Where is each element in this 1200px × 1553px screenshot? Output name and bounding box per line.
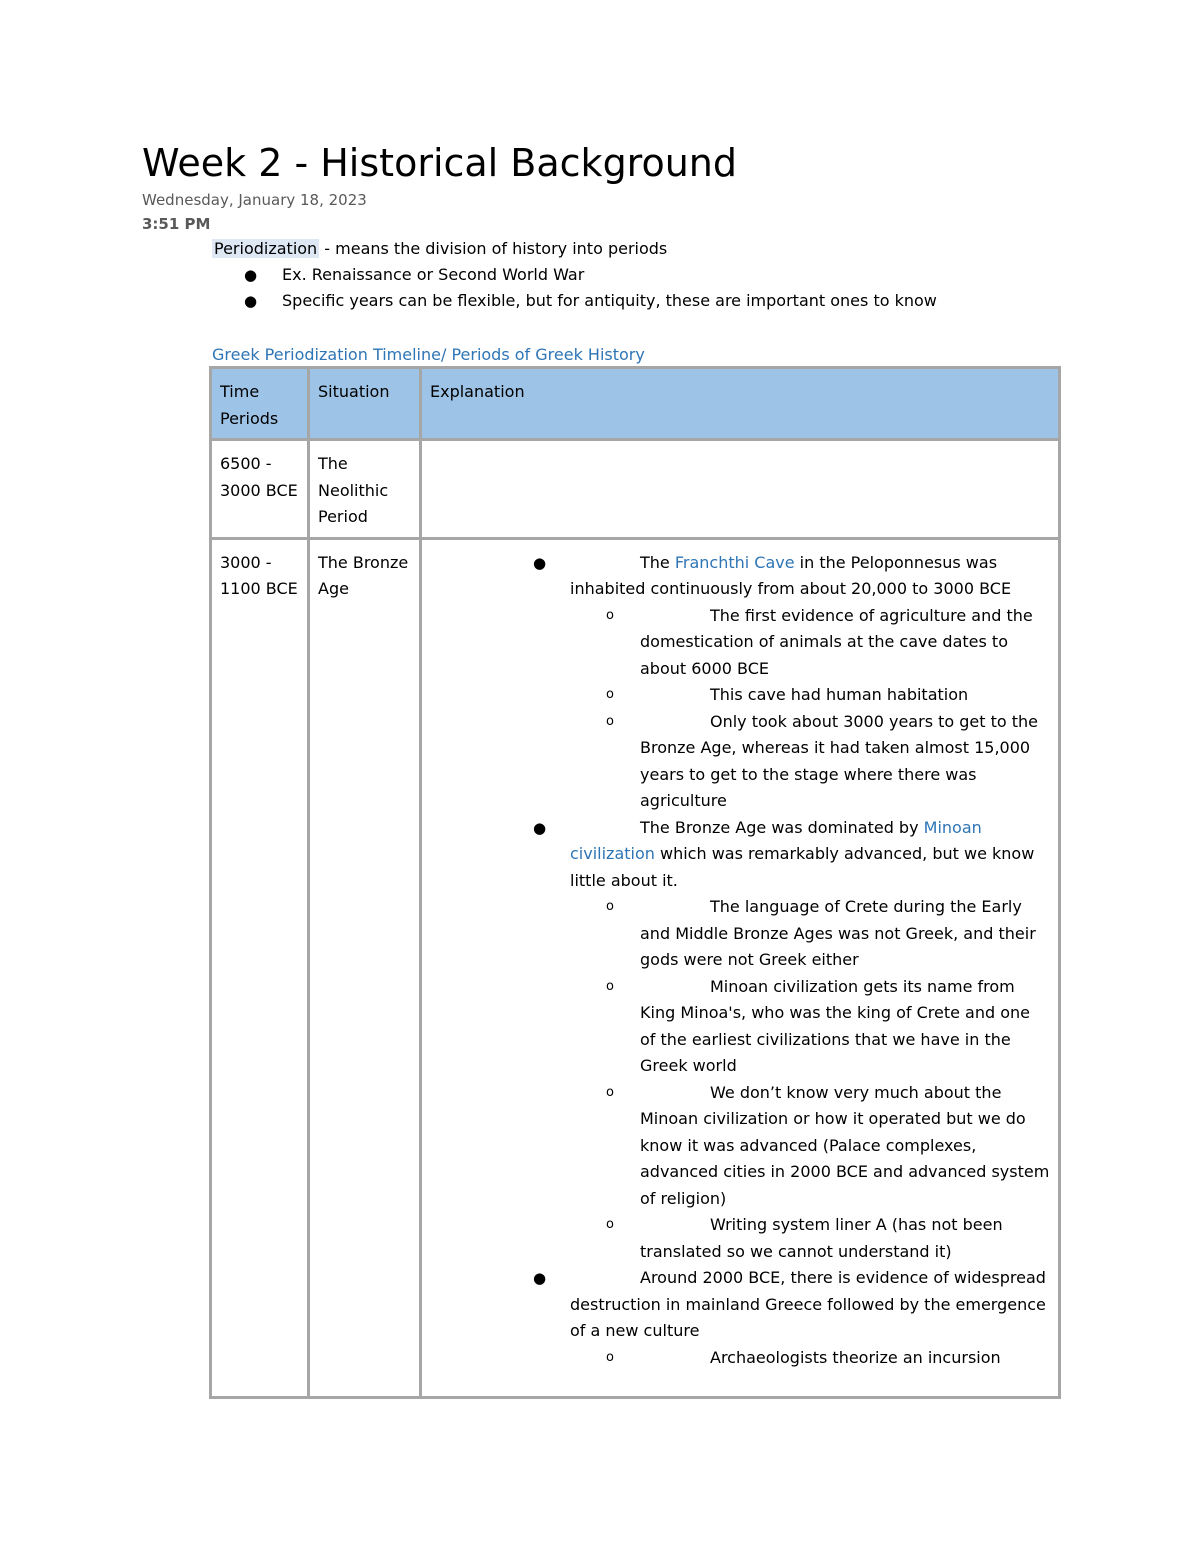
table-caption: Greek Periodization Timeline/ Periods of Greek History bbox=[212, 345, 645, 364]
sub-point-text: Archaeologists theorize an incursion bbox=[710, 1347, 1001, 1367]
point-text: Around 2000 BCE, there is evidence of widespread destruction in mainland Greece followed by the emergence of a new culture bbox=[570, 1268, 1046, 1340]
disc-bullet-icon: ● bbox=[533, 1269, 547, 1287]
page-date: Wednesday, January 18, 2023 bbox=[142, 191, 367, 209]
list-item bbox=[430, 894, 1050, 974]
disc-bullet-icon: ● bbox=[533, 553, 547, 572]
circle-bullet-icon: o bbox=[606, 1217, 614, 1232]
list-item bbox=[430, 1080, 1050, 1213]
list-item bbox=[430, 1345, 1050, 1372]
table-row bbox=[211, 538, 1060, 1397]
periodization-table bbox=[209, 366, 1061, 1399]
cell-period: 3000 - 1100 BCE bbox=[211, 538, 309, 1397]
intro-bullet-text: Ex. Renaissance or Second World War bbox=[282, 265, 585, 284]
circle-bullet-icon: o bbox=[606, 978, 614, 994]
list-item bbox=[430, 603, 1050, 683]
point-text: in the Peloponnesus was inhabited continuously from about 20,000 to 3000 BCE bbox=[570, 552, 1012, 598]
circle-bullet-icon: o bbox=[606, 899, 614, 914]
sub-point-text: We don’t know very much about the Minoan civilization or how it operated but we do know it was advanced (Palace complexes, advanced cities in 2000 BCE and advanced system of religion) bbox=[640, 1082, 1050, 1208]
list-item bbox=[430, 1212, 1050, 1265]
explanation-list bbox=[430, 550, 1050, 1372]
circle-bullet-icon: o bbox=[606, 607, 614, 623]
circle-bullet-icon: o bbox=[606, 1349, 614, 1365]
header-situation: Situation bbox=[309, 368, 421, 440]
list-item bbox=[430, 1265, 1050, 1345]
minoan-civilization-link[interactable]: Minoan civilization bbox=[570, 817, 982, 863]
circle-bullet-icon: o bbox=[606, 1084, 614, 1100]
header-time-periods: Time Periods bbox=[211, 368, 309, 440]
circle-bullet-icon: o bbox=[606, 687, 614, 702]
page-title: Week 2 - Historical Background bbox=[142, 141, 738, 185]
definition-text: - means the division of history into periods bbox=[319, 239, 668, 258]
list-item bbox=[430, 682, 1050, 709]
cell-explanation bbox=[421, 538, 1060, 1397]
franchthi-cave-link[interactable]: Franchthi Cave bbox=[674, 552, 795, 572]
sub-point-text: The first evidence of agriculture and the domestication of animals at the cave dates to about 6000 BCE bbox=[640, 605, 1033, 678]
disc-bullet-icon: ● bbox=[533, 818, 547, 837]
list-item bbox=[430, 709, 1050, 815]
highlighted-term: Periodization bbox=[214, 239, 318, 258]
point-text: The bbox=[640, 552, 675, 572]
intro-bullet-text: Specific years can be flexible, but for antiquity, these are important ones to know bbox=[282, 291, 937, 310]
sub-point-text: Only took about 3000 years to get to the Bronze Age, whereas it had taken almost 15,000 years to get to the stage where there was agriculture bbox=[640, 711, 1039, 810]
cell-period: 6500 - 3000 BCE bbox=[211, 440, 309, 539]
cell-situation: The Neolithic Period bbox=[309, 440, 421, 539]
cell-situation: The Bronze Age bbox=[309, 538, 421, 1397]
point-text: which was remarkably advanced, but we know little about it. bbox=[570, 844, 1035, 890]
sub-point-text: Writing system liner A (has not been translated so we cannot understand it) bbox=[640, 1215, 1003, 1261]
cell-explanation bbox=[421, 440, 1060, 539]
list-item bbox=[430, 550, 1050, 603]
intro-definition bbox=[212, 236, 667, 262]
disc-bullet-icon: ● bbox=[244, 292, 258, 310]
point-text: The Bronze Age was dominated by bbox=[640, 817, 924, 837]
list-item bbox=[430, 815, 1050, 895]
page-time: 3:51 PM bbox=[142, 215, 211, 233]
table-header-row bbox=[211, 368, 1060, 440]
sub-point-text: Minoan civilization gets its name from King Minoa's, who was the king of Crete and one of the earliest civilizations that we have in the Greek world bbox=[640, 976, 1030, 1075]
sub-point-text: The language of Crete during the Early and Middle Bronze Ages was not Greek, and their gods were not Greek either bbox=[640, 897, 1036, 969]
table-row bbox=[211, 440, 1060, 539]
header-explanation: Explanation bbox=[421, 368, 1060, 440]
circle-bullet-icon: o bbox=[606, 713, 614, 729]
sub-point-text: This cave had human habitation bbox=[710, 685, 969, 704]
disc-bullet-icon: ● bbox=[244, 266, 258, 284]
list-item bbox=[430, 974, 1050, 1080]
